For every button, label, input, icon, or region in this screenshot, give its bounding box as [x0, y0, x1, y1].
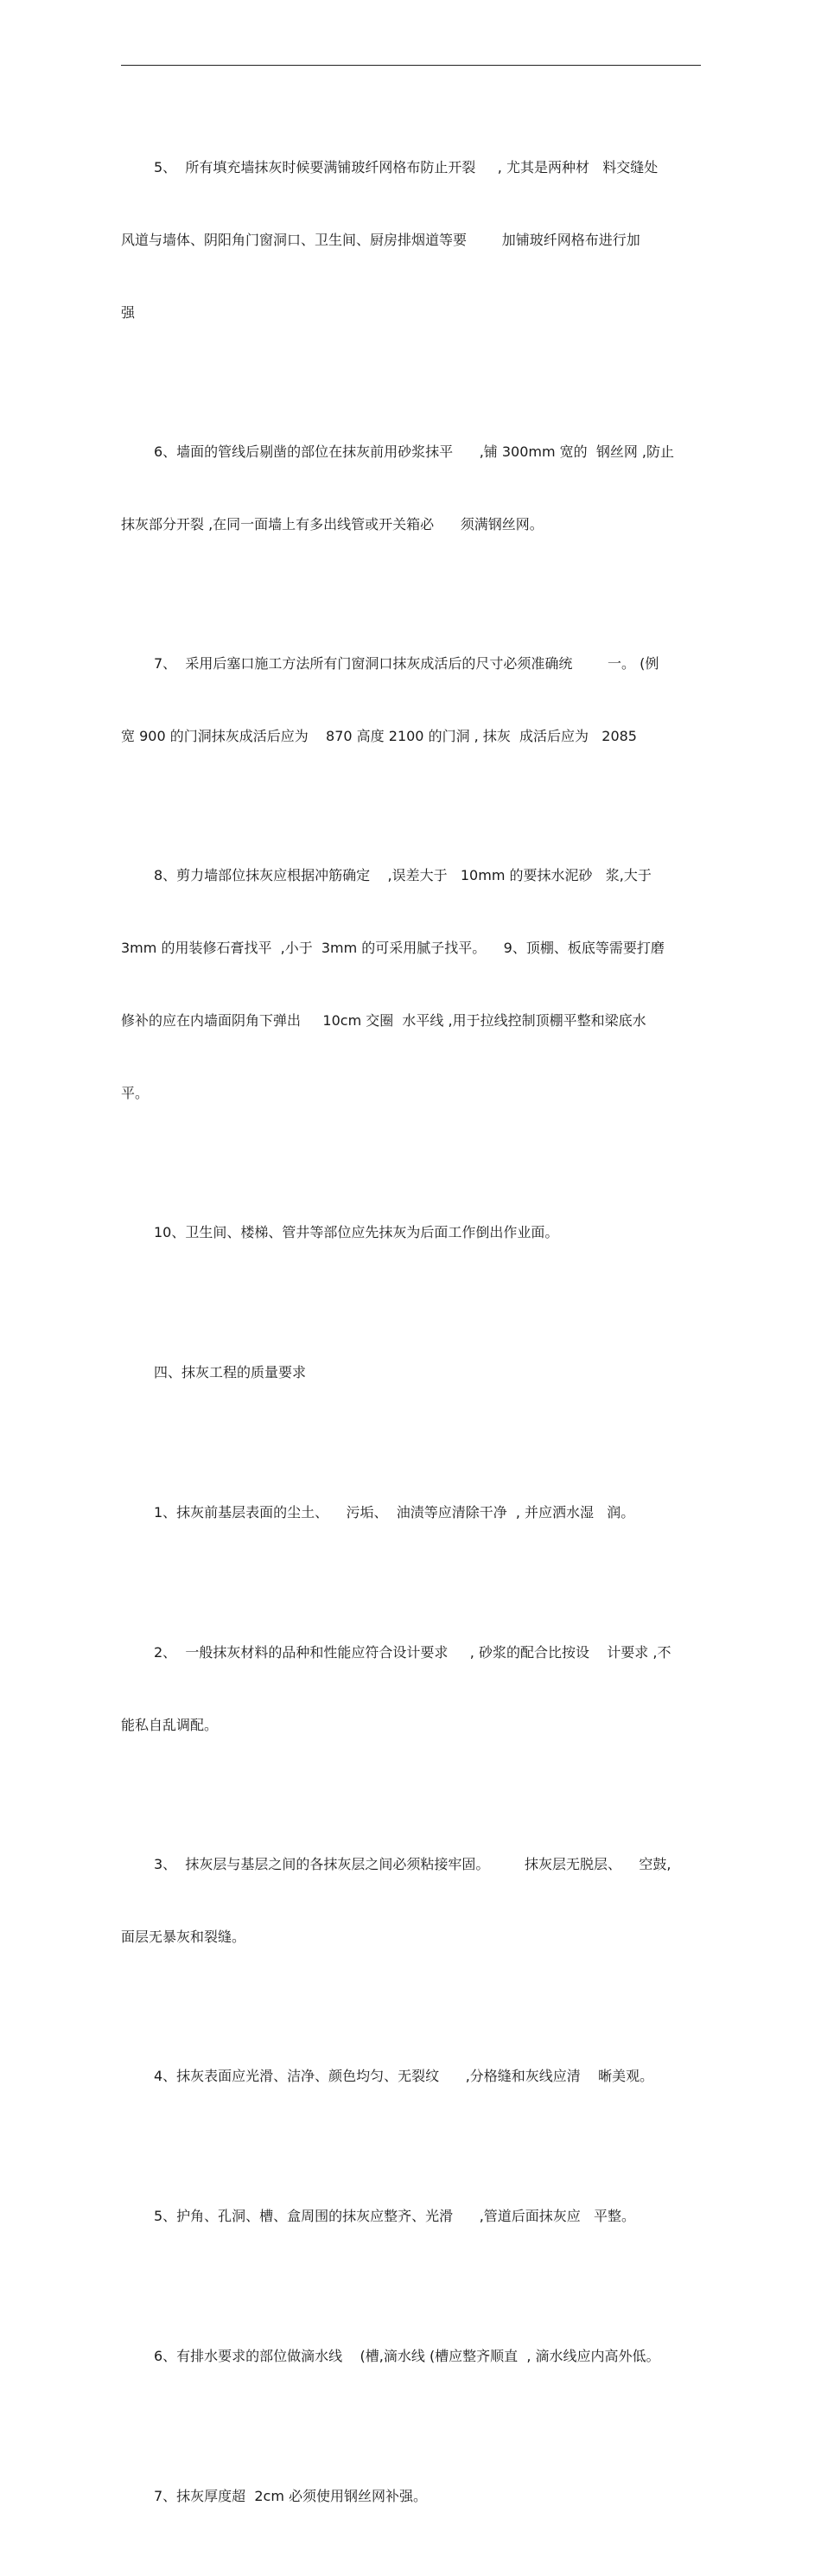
paragraph-line: 7、抹灰厚度超 2cm 必须使用钢丝网补强。	[154, 2488, 428, 2504]
paragraph-line: 6、墙面的管线后剔凿的部位在抹灰前用砂浆抹平 ,铺 300mm 宽的 钢丝网 ,防止	[154, 443, 675, 460]
paragraph-line: 3mm 的用装修石膏找平 ,小于 3mm 的可采用腻子找平。 9、顶棚、板底等需要打磨	[121, 940, 665, 956]
paragraph-line: 修补的应在内墙面阴角下弹出 10cm 交圈 水平线 ,用于拉线控制顶棚平整和梁底水	[121, 1012, 646, 1029]
paragraph-line: 宽 900 的门洞抹灰成活后应为 870 高度 2100 的门洞 , 抹灰 成活后应为 2085	[121, 728, 637, 744]
paragraph-quality-7	[121, 2436, 702, 2557]
paragraph-quality-2	[121, 1592, 702, 1786]
section-heading-quality-requirements	[121, 1312, 702, 1433]
paragraph-item-7-door-window-openings	[121, 603, 702, 797]
paragraph-line: 7、 采用后塞口施工方法所有门窗洞口抹灰成活后的尺寸必须准确统 一。 (例	[154, 655, 659, 672]
paragraph-line: 5、 所有填充墙抹灰时候要满铺玻纤网格布防止开裂 , 尤其是两种材 料交缝处	[154, 159, 659, 175]
document-body	[121, 107, 702, 2576]
paragraph-line: 平。	[121, 1085, 150, 1101]
paragraph-line: 5、护角、孔洞、槽、盒周围的抹灰应整齐、光滑 ,管道后面抹灰应 平整。	[154, 2208, 636, 2224]
paragraph-quality-3	[121, 1804, 702, 1998]
paragraph-line: 8、剪力墙部位抹灰应根据冲筋确定 ,误差大于 10mm 的要抹水泥砂 浆,大于	[154, 867, 652, 883]
header-rule	[121, 65, 701, 66]
paragraph-line: 风道与墙体、阴阳角门窗洞口、卫生间、厨房排烟道等要 加铺玻纤网格布进行加	[121, 232, 640, 248]
paragraph-line: 2、 一般抹灰材料的品种和性能应符合设计要求 , 砂浆的配合比按设 计要求 ,不	[154, 1644, 671, 1661]
paragraph-line: 3、 抹灰层与基层之间的各抹灰层之间必须粘接牢固。 抹灰层无脱层、 空鼓,	[154, 1856, 671, 1872]
paragraph-line: 4、抹灰表面应光滑、洁净、颜色均匀、无裂纹 ,分格缝和灰线应清 晰美观。	[154, 2068, 654, 2084]
paragraph-line: 能私自乱调配。	[121, 1717, 219, 1733]
paragraph-line: 6、有排水要求的部位做滴水线 (槽,滴水线 (槽应整齐顺直 , 滴水线应内高外低。	[154, 2348, 660, 2364]
paragraph-item-8-shear-wall	[121, 815, 702, 1154]
paragraph-line: 面层无暴灰和裂缝。	[121, 1929, 246, 1945]
paragraph-item-10-work-sequence	[121, 1172, 702, 1293]
paragraph-line: 10、卫生间、楼梯、管井等部位应先抹灰为后面工作倒出作业面。	[154, 1224, 559, 1240]
paragraph-quality-5	[121, 2156, 702, 2277]
section-heading: 四、抹灰工程的质量要求	[154, 1364, 307, 1380]
paragraph-quality-1	[121, 1452, 702, 1573]
paragraph-line: 强	[121, 304, 136, 321]
paragraph-quality-6	[121, 2296, 702, 2417]
paragraph-item-6-pipe-chase	[121, 392, 702, 585]
paragraph-line: 1、抹灰前基层表面的尘土、 污垢、 油渍等应清除干净 , 并应洒水湿 润。	[154, 1504, 635, 1521]
paragraph-line: 抹灰部分开裂 ,在同一面墙上有多出线管或开关箱必 须满钢丝网。	[121, 516, 544, 532]
paragraph-item-5-fiberglass-mesh	[121, 107, 702, 373]
paragraph-quality-4	[121, 2016, 702, 2137]
